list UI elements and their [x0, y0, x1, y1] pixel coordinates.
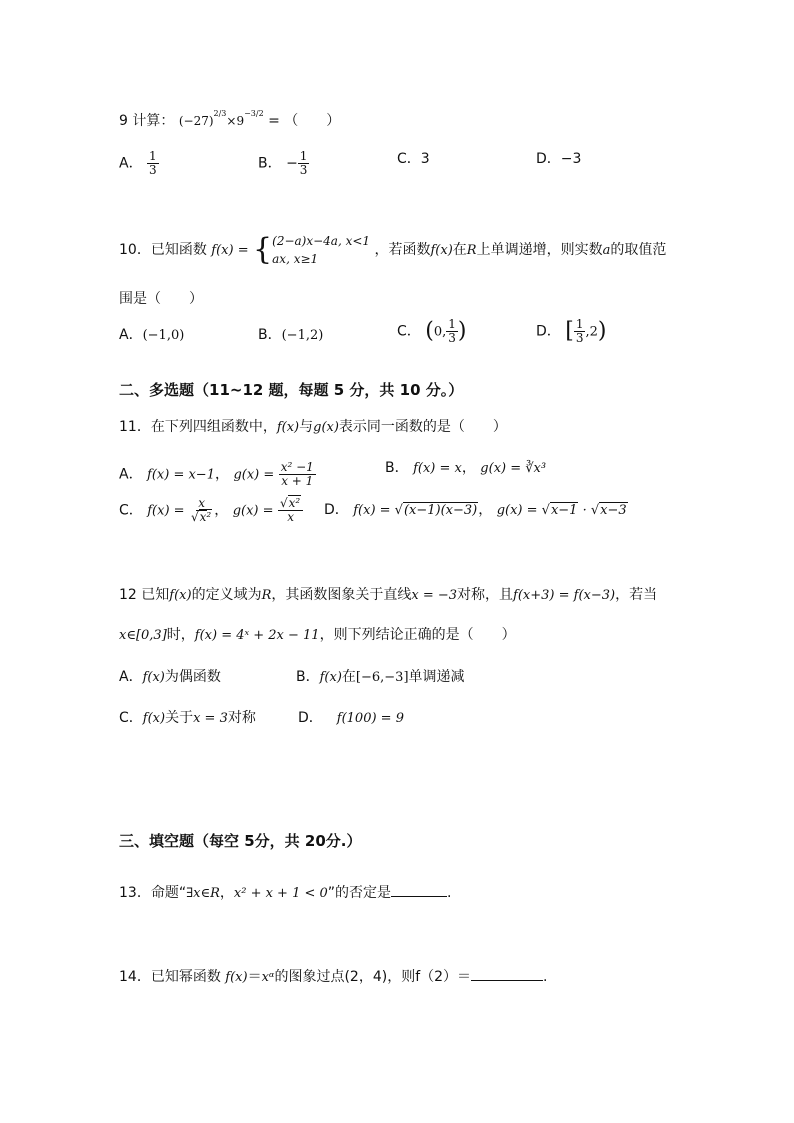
math-inline: a: [602, 243, 611, 258]
math-inline: x = 3: [193, 711, 228, 726]
stem-text: ，若函数: [374, 242, 431, 258]
stem-text: ．已知函数: [136, 242, 207, 258]
option-c: C． f(x) = $\frac{x}{\text{√x²}}$ ， g(x) = $\frac{\text{√x²}}{x}$: [119, 497, 303, 524]
option-d: D． [ $\frac{1}{3}$ ,2): [536, 317, 607, 346]
math-inline: xᵅ: [261, 970, 275, 985]
question-14: [119, 970, 548, 984]
option-b: [258, 328, 323, 342]
stem-text: 围是（ ）: [119, 291, 203, 307]
stem-text: 计算：: [132, 113, 175, 129]
question-11-stem: [119, 420, 507, 434]
math-inline: ∃x∈R: [186, 886, 220, 901]
math-inline: x∈[0,3]: [119, 628, 167, 643]
question-number: 10: [119, 242, 137, 258]
question-number: 14: [119, 969, 137, 985]
option-letter: A．: [119, 466, 143, 483]
option-b: B． − $\frac{1}{3}$: [258, 149, 308, 178]
option-letter: D．: [298, 710, 323, 726]
option-d: [298, 711, 404, 725]
option-c: [119, 711, 256, 725]
case-1: (2−a)x−4a, x<1: [272, 234, 371, 248]
fraction: $\frac{1}{3}$: [149, 149, 157, 178]
stem-text: 的图象过点(2，4)，则: [274, 969, 416, 985]
math-inline: f(x): [142, 670, 165, 685]
math-inline: x² + x + 1 < 0: [233, 886, 328, 901]
stem-text: ．命题“: [136, 885, 187, 901]
math-inline: f(x): [142, 711, 166, 726]
option-b: B． f(x) = x， g(x) = ∛x³: [385, 460, 547, 476]
stem-text: 时，: [166, 627, 195, 643]
question-10-stem: [119, 232, 666, 268]
option-c: [397, 152, 430, 166]
question-number: 12: [119, 587, 137, 603]
stem-text: ，: [219, 885, 234, 901]
math-exponent: 2/3: [213, 109, 227, 118]
question-12-line2: [119, 628, 516, 642]
option-text: 单调递减: [408, 669, 465, 685]
stem-text: 对称，且: [457, 587, 514, 603]
math-inline: x = −3: [411, 588, 458, 603]
option-letter: D．: [324, 502, 349, 518]
option-g: g(x) = ∛x³: [480, 461, 547, 476]
section-title-fill-in: 三、填空题（每空 5分，共 20分.）: [119, 832, 362, 850]
math-inline: g(x): [313, 420, 339, 435]
math-inline: [−6,−3]: [355, 670, 409, 685]
math-inline: f(x): [319, 670, 342, 685]
case-2: ax, x≥1: [272, 252, 319, 266]
option-letter: C．: [119, 502, 143, 519]
option-text: (−1,0): [142, 328, 185, 343]
option-text: (−1,2): [281, 328, 324, 343]
option-d: [536, 152, 581, 166]
stem-text: .: [543, 969, 548, 985]
stem-text: ．在下列四组函数中，: [136, 419, 277, 435]
question-13: [119, 886, 452, 900]
question-9-stem: [119, 110, 340, 128]
option-a: [119, 670, 221, 684]
option-letter: D．: [536, 323, 561, 340]
option-a: [119, 150, 159, 177]
math-times: ×9: [226, 114, 245, 128]
answer-paren: = （ ）: [263, 113, 341, 129]
option-text: 关于: [165, 710, 194, 726]
stem-text: 与: [299, 419, 314, 435]
math-inline: f(100) = 9: [336, 711, 404, 726]
option-f: f(x) = x−1: [147, 467, 215, 483]
stem-text: 已知: [141, 587, 170, 603]
math-exponent: −3/2: [244, 109, 264, 118]
math-inline: R: [466, 243, 477, 258]
option-letter: A．: [119, 327, 143, 343]
option-text: 3: [420, 151, 430, 167]
option-text: 为偶函数: [164, 669, 221, 685]
stem-text: 表示同一函数的是（ ）: [338, 419, 507, 435]
option-a: A． f(x) = x−1， g(x) = $\frac{\text{x² −1}}{x + 1}$: [119, 460, 314, 489]
answer-blank[interactable]: [391, 896, 447, 897]
stem-text: 的定义域为: [191, 587, 262, 603]
math-inline: f(x) = 4ˣ + 2x − 11: [194, 628, 320, 643]
stem-text: 在: [452, 242, 467, 258]
fraction: $\frac{x}{\text{√x²}}$: [191, 496, 212, 525]
option-letter: B．: [258, 327, 282, 343]
section-title-multiple-choice: 二、多选题（11~12 题，每题 5 分，共 10 分。）: [119, 381, 464, 399]
fraction: $\frac{\text{√x²}}{x}$: [278, 497, 303, 524]
math-inline: f(x+3) = f(x−3): [513, 588, 616, 603]
math-function: f(x) =: [211, 243, 249, 258]
stem-text: ，若当: [615, 587, 658, 603]
fraction: $\frac{\text{x² −1}}{x + 1}$: [280, 460, 314, 489]
stem-text: ，其函数图象关于直线: [271, 587, 412, 603]
math-inline: f(x): [276, 420, 300, 435]
option-letter: B．: [296, 669, 320, 685]
math-inline: f(x): [169, 588, 192, 603]
stem-text: ．已知幂函数: [136, 969, 226, 985]
math-inline: R: [261, 588, 272, 603]
option-b: [296, 670, 465, 684]
question-number: 11: [119, 419, 137, 435]
option-c: C． (0, $\frac{1}{3}$ ): [397, 317, 467, 346]
question-10-line2: [119, 292, 203, 306]
stem-text: f（2）＝: [415, 969, 472, 985]
math-inline: f(x): [430, 243, 453, 258]
option-text: 在: [341, 669, 356, 685]
stem-text: 上单调递增，则实数: [476, 242, 603, 258]
option-letter: C．: [397, 151, 421, 167]
math-base: (−27): [178, 114, 214, 128]
stem-text: ”的否定是: [327, 885, 392, 901]
option-d: D． f(x) = √(x−1)(x−3)， g(x) = √x−1 · √x−3: [324, 502, 627, 518]
question-number: 9: [119, 113, 128, 129]
option-letter: D．: [536, 151, 561, 167]
option-a: [119, 328, 184, 342]
option-letter: C．: [397, 323, 421, 340]
brace: {: [253, 232, 273, 267]
option-text: 对称: [227, 710, 256, 726]
option-letter: B．: [385, 460, 409, 476]
fraction: $\frac{1}{3}$: [299, 149, 308, 178]
option-letter: B．: [258, 155, 282, 172]
math-inline: f(x): [225, 970, 248, 985]
stem-text: 的取值范: [610, 242, 667, 258]
option-letter: A．: [119, 155, 143, 172]
stem-text: ＝: [247, 969, 262, 985]
piecewise-cases: [272, 232, 370, 268]
option-letter: C．: [119, 710, 143, 726]
option-letter: A．: [119, 669, 143, 685]
question-12-line1: [119, 588, 657, 602]
stem-text: ，则下列结论正确的是（ ）: [319, 627, 516, 643]
option-text: −3: [560, 151, 582, 167]
option-f: f(x) = x: [413, 461, 462, 476]
question-number: 13: [119, 885, 137, 901]
answer-blank[interactable]: [471, 980, 543, 981]
stem-text: .: [447, 885, 452, 901]
